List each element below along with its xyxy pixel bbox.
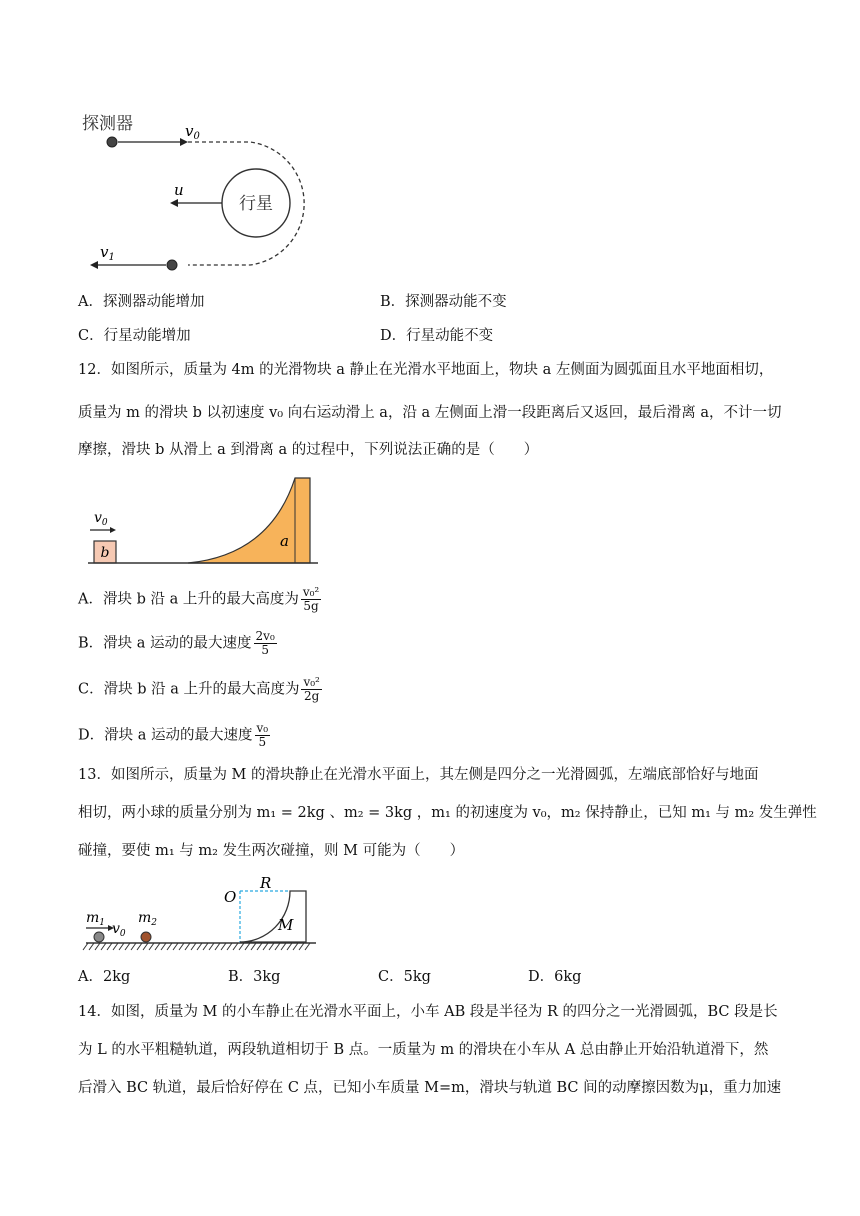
q13-stem-line-3: 碰撞，要使 m₁ 与 m₂ 发生两次碰撞，则 M 可能为（ ） [78, 843, 465, 859]
q14-stem-line-3: 后滑入 BC 轨道，最后恰好停在 C 点，已知小车质量 M=m，滑块与轨道 BC 间的动摩擦因数为μ，重力加速 [78, 1080, 782, 1096]
q12-option-d: D．滑块 a 运动的最大速度 $\frac{\text{v₀}}{5}$ [78, 721, 269, 749]
wedge-a [188, 478, 310, 563]
u-arrowhead [170, 199, 178, 207]
q11-option-d: D．行星动能不变 [380, 328, 494, 344]
planet-label: 行星 [239, 194, 273, 214]
q11-option-b: B．探测器动能不变 [380, 294, 507, 310]
fig13-M-label: M [278, 916, 294, 934]
fig13-R-label: R [260, 874, 272, 892]
q12-option-a: A．滑块 b 沿 a 上升的最大高度为 $\frac{\text{v₀²}}{5g}$ [78, 585, 320, 613]
q12-stem-line-2: 质量为 m 的滑块 b 以初速度 v₀ 向右运动滑上 a，沿 a 左侧面上滑一段距离后又返回，最后滑离 a，不计一切 [78, 405, 782, 421]
v0-label: $v_0$ [185, 122, 200, 142]
q14-stem-line-1: 14．如图，质量为 M 的小车静止在光滑水平面上，小车 AB 段是半径为 R 的四分之一光滑圆弧，BC 段是长 [78, 1004, 778, 1020]
ball-m1 [94, 932, 104, 942]
q12-stem-line-3: 摩擦，滑块 b 从滑上 a 到滑离 a 的过程中，下列说法正确的是（ ） [78, 442, 539, 458]
v1-label: $v_1$ [100, 243, 115, 263]
q14-stem-line-2: 为 L 的水平粗糙轨道，两段轨道相切于 B 点。一质量为 m 的滑块在小车从 A 总由静止开始沿轨道滑下，然 [78, 1042, 769, 1058]
q11-option-c: C．行星动能增加 [78, 328, 191, 344]
fig13-m2-label: $m_2$ [138, 910, 158, 928]
u-label: u [174, 181, 184, 199]
fig13-m1-label: $m_1$ [86, 910, 106, 928]
probe-label: 探测器 [82, 114, 133, 134]
figure-11-planet-slingshot [70, 105, 340, 275]
q12-option-c: C．滑块 b 沿 a 上升的最大高度为 $\frac{\text{v₀²}}{2g}$ [78, 675, 320, 703]
block-b-label: b [100, 545, 110, 561]
q13-option-d: D．6kg [528, 969, 582, 985]
fig13-O-label: O [224, 888, 237, 906]
fig13-v0-label: $v_0$ [112, 921, 126, 939]
q12-stem-line-1: 12．如图所示，质量为 4m 的光滑物块 a 静止在光滑水平地面上，物块 a 左侧面为圆弧面且水平地面相切， [78, 362, 774, 378]
fig13-ground-hatch [83, 943, 310, 950]
v1-arrowhead [90, 261, 98, 269]
ball-m2 [141, 932, 151, 942]
block-M [240, 891, 306, 942]
q13-stem-line-1: 13．如图所示，质量为 M 的滑块静止在光滑水平面上，其左侧是四分之一光滑圆弧，左端底部恰好与地面 [78, 767, 759, 783]
probe-ball-bottom [167, 260, 177, 270]
q11-option-a: A．探测器动能增加 [78, 294, 205, 310]
q13-option-a: A．2kg [78, 969, 131, 985]
q13-option-b: B．3kg [228, 969, 281, 985]
fig12-v0-label: $v_0$ [94, 510, 108, 528]
wedge-a-label: a [280, 532, 289, 550]
q12-option-b: B．滑块 a 运动的最大速度 $\frac{\text{2v₀}}{5}$ [78, 629, 275, 657]
q13-option-c: C．5kg [378, 969, 431, 985]
probe-ball-top [107, 137, 117, 147]
figure-13-quarter-arc-block [82, 870, 322, 956]
q13-stem-line-2: 相切，两小球的质量分别为 m₁ = 2kg 、m₂ = 3kg ，m₁ 的初速度为 v₀，m₂ 保持静止，已知 m₁ 与 m₂ 发生弹性 [78, 805, 817, 821]
fig12-v0-arrowhead [110, 527, 116, 533]
figure-12-wedge [80, 470, 330, 566]
